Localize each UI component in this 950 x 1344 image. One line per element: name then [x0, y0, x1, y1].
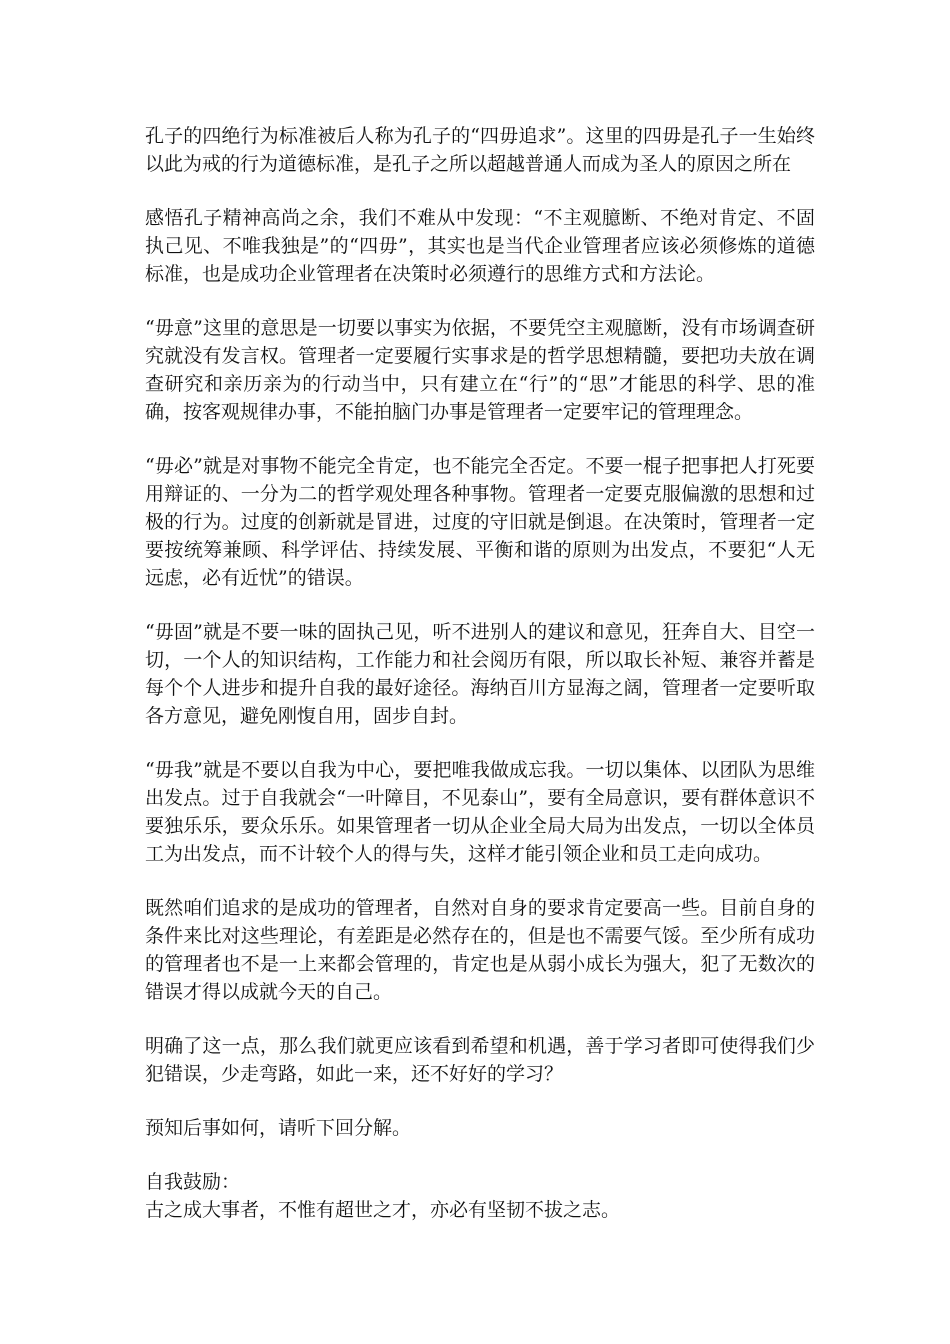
- document-body: [145, 122, 815, 1224]
- paragraph-wu-yi: “毋意”这里的意思是一切要以事实为依据，不要凭空主观臆断，没有市场调查研究就没有发言权。管理者一定要履行实事求是的哲学思想精髓，要把功夫放在调查研究和亲历亲为的行动当中，只有建立在“行”的“思”才能思的科学、思的准确，按客观规律办事，不能拍脑门办事是管理者一定要牢记的管理理念。: [145, 317, 815, 423]
- paragraph-four-principles-intro: 孔子的四绝行为标准被后人称为孔子的“四毋追求”。这里的四毋是孔子一生始终以此为戒的行为道德标准，是孔子之所以超越普通人而成为圣人的原因之所在: [145, 125, 815, 175]
- paragraph-management-insight: 感悟孔子精神高尚之余，我们不难从中发现：“不主观臆断、不绝对肯定、不固执己见、不唯我独是”的“四毋”，其实也是当代企业管理者应该必须修炼的道德标准，也是成功企业管理者在决策时必须遵行的思维方式和方法论。: [145, 207, 815, 285]
- paragraph-to-be-continued: 预知后事如何，请听下回分解。: [145, 1117, 412, 1139]
- closing-quote: 古之成大事者，不惟有超世之才，亦必有坚韧不拔之志。: [145, 1199, 621, 1221]
- closing-block: [145, 1168, 815, 1224]
- paragraph-wu-wo: “毋我”就是不要以自我为中心，要把唯我做成忘我。一切以集体、以团队为思维出发点。过于自我就会“一叶障目，不见泰山”，要有全局意识，要有群体意识不要独乐乐，要众乐乐。如果管理者一切从企业全局大局为出发点，一切以全体员工为出发点，而不计较个人的得与失，这样才能引领企业和员工走向成功。: [145, 759, 815, 865]
- closing-label: 自我鼓励：: [145, 1171, 241, 1193]
- paragraph-wu-gu: “毋固”就是不要一味的固执己见，听不进别人的建议和意见，狂奔自大、目空一切，一个人的知识结构，工作能力和社会阅历有限，所以取长补短、兼容并蓄是每个个人进步和提升自我的最好途径。海纳百川方显海之阔，管理者一定要听取各方意见，避免刚愎自用，固步自封。: [145, 621, 815, 727]
- paragraph-wu-bi: “毋必”就是对事物不能完全肯定，也不能完全否定。不要一棍子把事把人打死要用辩证的、一分为二的哲学观处理各种事物。管理者一定要克服偏激的思想和过极的行为。过度的创新就是冒进，过度的守旧就是倒退。在决策时，管理者一定要按统筹兼顾、科学评估、持续发展、平衡和谐的原则为出发点，不要犯“人无远虑，必有近忧”的错误。: [145, 455, 815, 589]
- paragraph-self-reflection: 既然咱们追求的是成功的管理者，自然对自身的要求肯定要高一些。目前自身的条件来比对这些理论，有差距是必然存在的，但是也不需要气馁。至少所有成功的管理者也不是一上来都会管理的，肯定也是从弱小成长为强大，犯了无数次的错误才得以成就今天的自己。: [145, 897, 815, 1003]
- paragraph-learning-opportunity: 明确了这一点，那么我们就更应该看到希望和机遇，善于学习者即可使得我们少犯错误，少走弯路，如此一来，还不好好的学习？: [145, 1035, 815, 1085]
